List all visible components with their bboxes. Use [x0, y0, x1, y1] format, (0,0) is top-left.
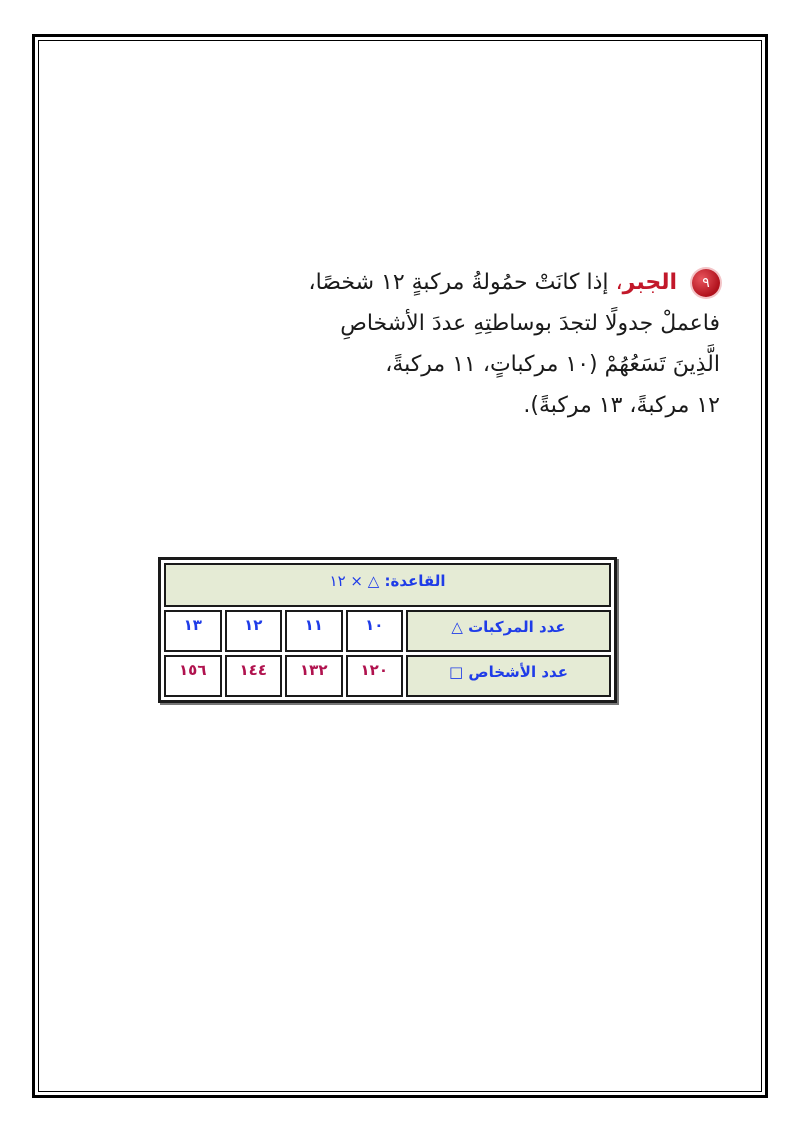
problem-line-text: إذا كانَتْ حمُولةُ مركبةٍ ١٢ شخصًا، [308, 270, 609, 295]
row-label-people: عدد الأشخاص □ [406, 655, 611, 697]
problem-line-3: الَّذِينَ تَسَعُهُمْ (١٠ مركباتٍ، ١١ مركبةً، [385, 352, 720, 377]
rule-label: القاعدة: [384, 572, 446, 590]
problem-topic: الجبر [622, 270, 677, 295]
table-row [164, 655, 611, 697]
row-label-vehicles: عدد المركبات △ [406, 610, 611, 652]
problem-line-2: فاعملْ جدولًا لتجدَ بوساطتِهِ عددَ الأشخاصِ [340, 311, 720, 336]
topic-separator: ، [615, 270, 623, 295]
table-cell: ١٢٠ [346, 655, 404, 697]
table-cell: ١٣ [164, 610, 222, 652]
rule-table [158, 557, 617, 703]
rule-row [164, 563, 611, 607]
table-cell: ١٤٤ [225, 655, 283, 697]
table-cell: ١٠ [346, 610, 404, 652]
table-cell: ١٣٢ [285, 655, 343, 697]
table-cell: ١٢ [225, 610, 283, 652]
problem-text [200, 262, 720, 426]
problem-number-badge: ٩ [692, 269, 720, 297]
rule-expression: △ × ١٢ [329, 572, 380, 590]
table-row [164, 610, 611, 652]
table-cell: ١١ [285, 610, 343, 652]
problem-line-4: ١٢ مركبةً، ١٣ مركبةً). [523, 393, 720, 418]
table-cell: ١٥٦ [164, 655, 222, 697]
problem-line-1 [200, 262, 720, 303]
rule-cell [164, 563, 611, 607]
